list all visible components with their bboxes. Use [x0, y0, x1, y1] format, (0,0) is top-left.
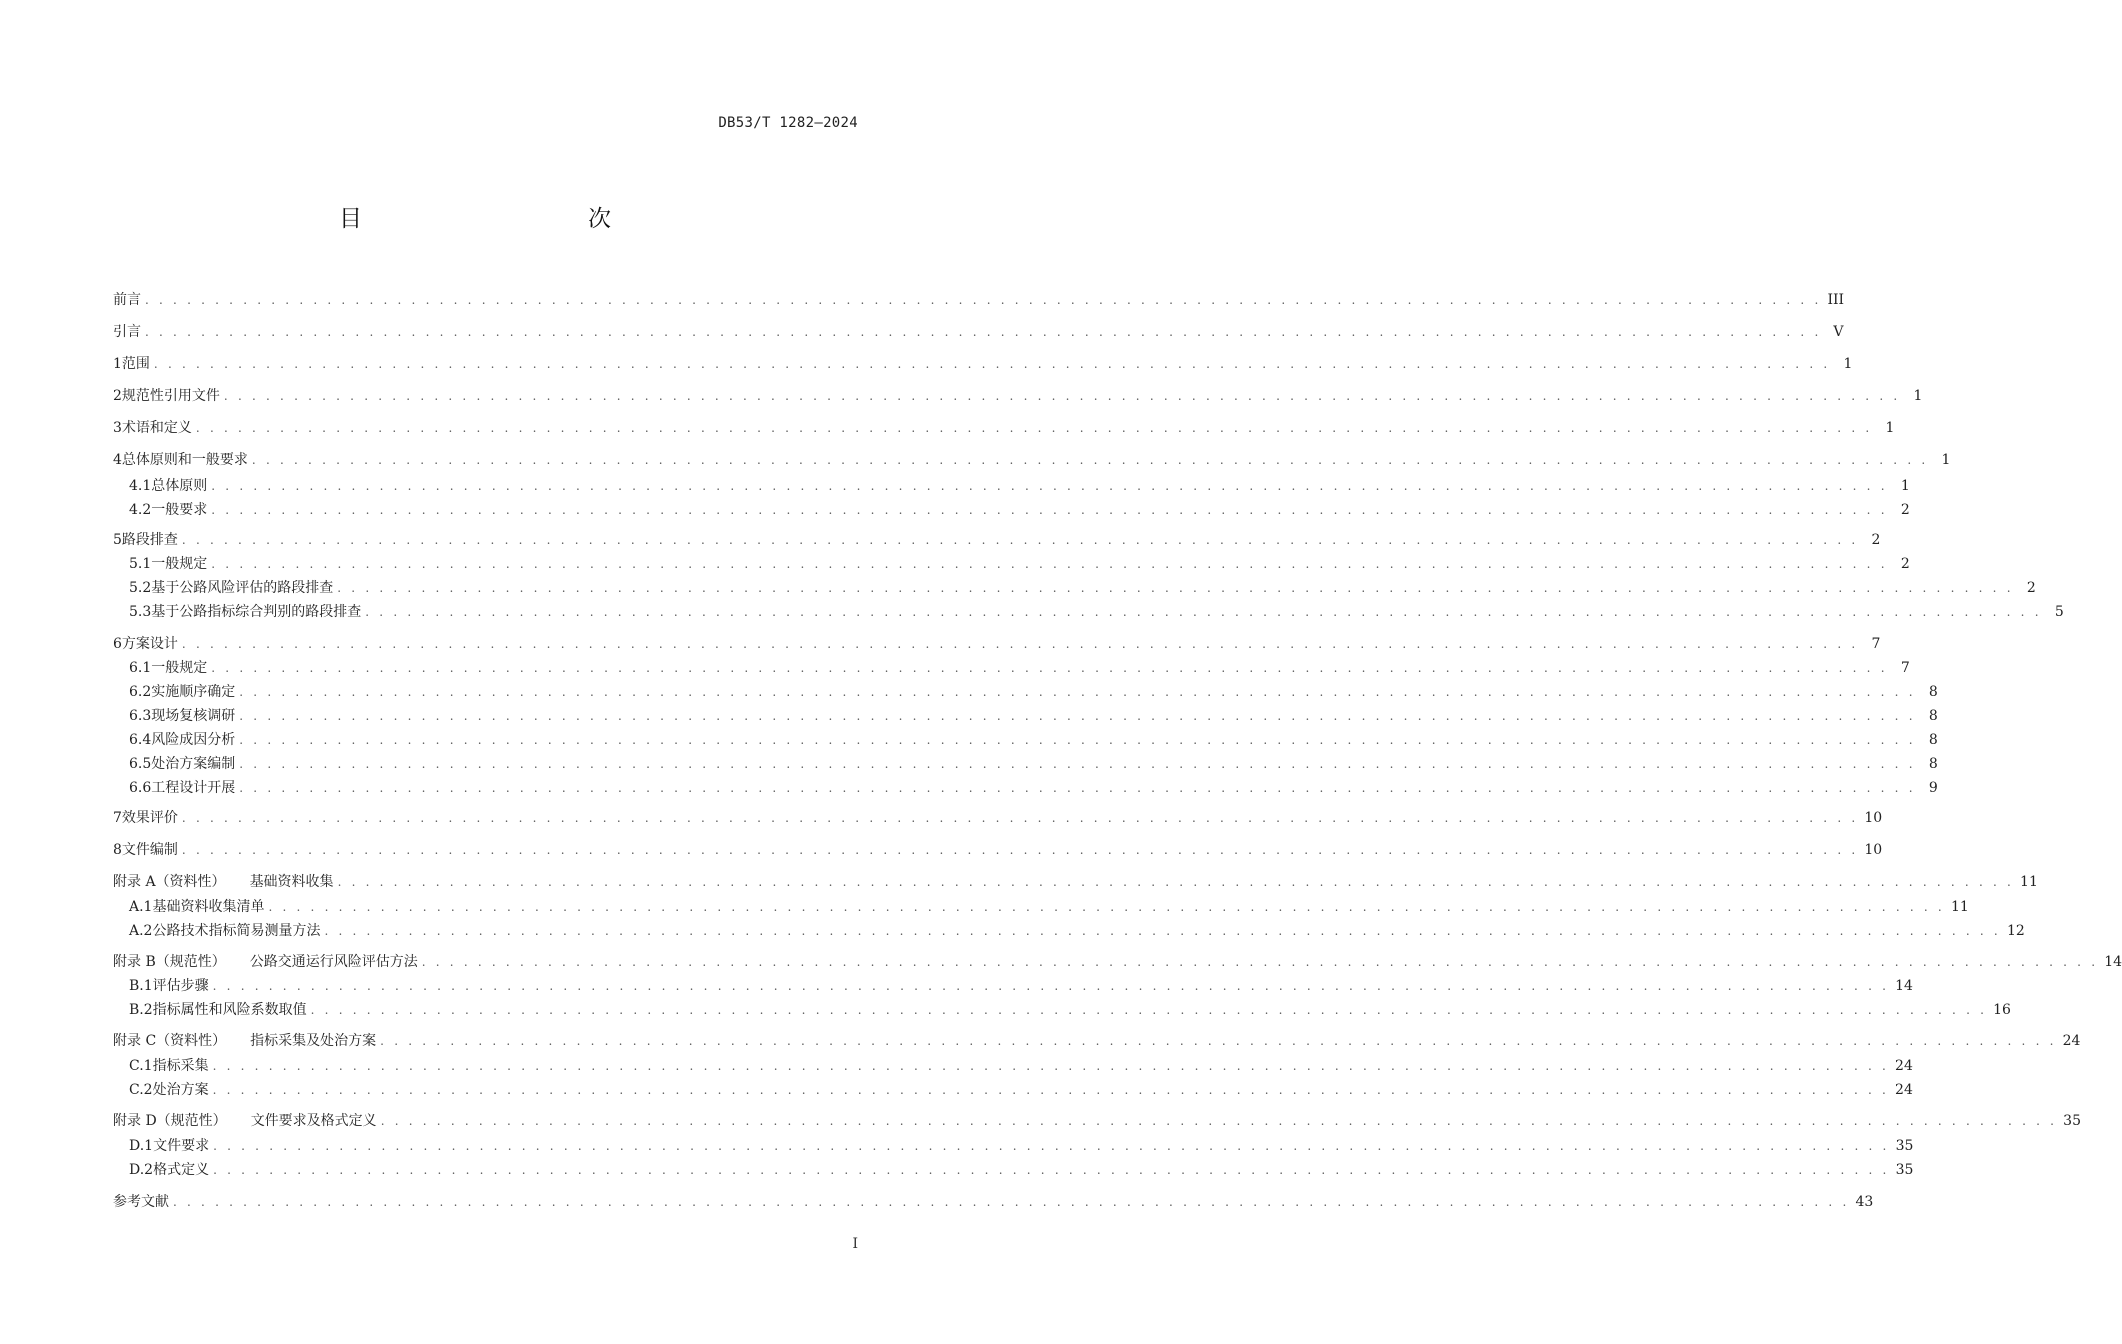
- toc-entry[interactable]: [113, 807, 1883, 829]
- toc-entry[interactable]: [113, 633, 1881, 655]
- toc-entry-title: 指标采集: [152, 1058, 209, 1074]
- toc-entry-number: A.1: [129, 899, 153, 915]
- toc-entry-page: 2: [1900, 556, 1910, 572]
- toc-entry-page: 1: [1885, 420, 1895, 436]
- toc-entry-title: 处治方案: [152, 1082, 209, 1098]
- toc-entry-page: 1: [1843, 356, 1853, 372]
- toc-entry-page: 10: [1864, 842, 1883, 858]
- toc-entry-page: 10: [1864, 810, 1883, 826]
- toc-entry-title: 方案设计: [121, 636, 178, 652]
- toc-entry-title: 风险成因分析: [151, 732, 236, 748]
- toc-entry-number: 4.1: [129, 478, 152, 494]
- toc-entry-title: 现场复核调研: [151, 708, 236, 724]
- toc-entry-page: 43: [1855, 1194, 1874, 1210]
- toc-entry-title: 基于公路指标综合判别的路段排查: [151, 604, 362, 620]
- toc-entry-page: 12: [2006, 923, 2025, 939]
- toc-entry-title: 格式定义: [153, 1162, 210, 1178]
- toc-dot-leader: . . . . . . . . . . . . . . . . . . . . . . . . . . . . . . . . . . . . . . . . . . . . . . . . . . . . . . . . . . . . . . . . . . . . . . . . . . . . . . . . . . . . . . . . . . . . . . . . . . . . . . . . . . . . . . . . . . . . . . . .: [213, 1139, 1890, 1153]
- toc-dot-leader: . . . . . . . . . . . . . . . . . . . . . . . . . . . . . . . . . . . . . . . . . . . . . . . . . . . . . . . . . . . . . . . . . . . . . . . . . . . . . . . . . . . . . . . . . . . . . . . . . . . . . . . . . . . . . . . . . . . . . . . .: [181, 533, 1859, 547]
- toc-entry-page: 16: [1993, 1002, 2011, 1018]
- toc-entry-title: 一般要求: [151, 502, 208, 518]
- toc-entry-number: 附录 B（规范性）: [113, 954, 226, 970]
- toc-entry-number: 附录 D（规范性）: [113, 1113, 227, 1129]
- toc-entry-title: 指标属性和风险系数取值: [152, 1002, 307, 1018]
- toc-entry-page: III: [1827, 292, 1845, 308]
- toc-entry[interactable]: [129, 601, 2064, 623]
- toc-entry[interactable]: [129, 753, 1938, 775]
- toc-dot-leader: . . . . . . . . . . . . . . . . . . . . . . . . . . . . . . . . . . . . . . . . . . . . . . . . . . . . . . . . . . . . . . . . . . . . . . . . . . . . . . . . . . . . . . . . . . . . . . . . . . . . . . . . . . . . . . . . . . . . . . . .: [223, 389, 1901, 403]
- toc-dot-leader: . . . . . . . . . . . . . . . . . . . . . . . . . . . . . . . . . . . . . . . . . . . . . . . . . . . . . . . . . . . . . . . . . . . . . . . . . . . . . . . . . . . . . . . . . . . . . . . . . . . . . . . . . . . . . . . . . . . . . . . .: [365, 605, 2042, 619]
- toc-entry-title: 文件编制: [121, 842, 178, 858]
- toc-dot-leader: . . . . . . . . . . . . . . . . . . . . . . . . . . . . . . . . . . . . . . . . . . . . . . . . . . . . . . . . . . . . . . . . . . . . . . . . . . . . . . . . . . . . . . . . . . . . . . . . . . . . . . . . . . . . . . . . . . . . . . . .: [239, 685, 1916, 699]
- toc-dot-leader: . . . . . . . . . . . . . . . . . . . . . . . . . . . . . . . . . . . . . . . . . . . . . . . . . . . . . . . . . . . . . . . . . . . . . . . . . . . . . . . . . . . . . . . . . . . . . . . . . . . . . . . . . . . . . . . . . . . . . . . .: [239, 757, 1916, 771]
- toc-dot-leader: . . . . . . . . . . . . . . . . . . . . . . . . . . . . . . . . . . . . . . . . . . . . . . . . . . . . . . . . . . . . . . . . . . . . . . . . . . . . . . . . . . . . . . . . . . . . . . . . . . . . . . . . . . . . . . . . . . . . . . . .: [212, 979, 1890, 993]
- toc-entry-title: 范围: [121, 356, 150, 372]
- toc-entry-title: 基础资料收集清单: [152, 899, 265, 915]
- toc-entry-number: 6.3: [129, 708, 152, 724]
- toc-dot-leader: . . . . . . . . . . . . . . . . . . . . . . . . . . . . . . . . . . . . . . . . . . . . . . . . . . . . . . . . . . . . . . . . . . . . . . . . . . . . . . . . . . . . . . . . . . . . . . . . . . . . . . . . . . . . . . . . . . . . . . . .: [211, 557, 1888, 571]
- toc-entry-number: 8: [113, 842, 122, 858]
- toc-entry[interactable]: [129, 657, 1910, 679]
- toc-entry-number: 5.3: [129, 604, 152, 620]
- toc-dot-leader: . . . . . . . . . . . . . . . . . . . . . . . . . . . . . . . . . . . . . . . . . . . . . . . . . . . . . . . . . . . . . . . . . . . . . . . . . . . . . . . . . . . . . . . . . . . . . . . . . . . . . . . . . . . . . . . . . . . . . . . .: [211, 479, 1888, 493]
- toc-entry[interactable]: [129, 777, 1938, 799]
- toc-entry-title: 总体原则和一般要求: [121, 452, 248, 468]
- toc-entry-page: 8: [1928, 708, 1938, 724]
- toc-entry[interactable]: [113, 417, 1895, 439]
- standard-code: DB53/T 1282—2024: [718, 115, 858, 131]
- toc-entry-title: 公路技术指标简易测量方法: [152, 923, 321, 939]
- toc-entry[interactable]: [113, 529, 1881, 551]
- toc-entry-page: 24: [2062, 1033, 2081, 1049]
- toc-entry-title: 工程设计开展: [151, 780, 236, 796]
- toc-entry-title: 文件要求及格式定义: [250, 1113, 377, 1129]
- toc-entry[interactable]: [129, 553, 1910, 575]
- toc-entry-number: 5.2: [129, 580, 152, 596]
- toc-entry[interactable]: [113, 321, 1844, 343]
- toc-entry-page: 1: [1913, 388, 1923, 404]
- toc-dot-leader: . . . . . . . . . . . . . . . . . . . . . . . . . . . . . . . . . . . . . . . . . . . . . . . . . . . . . . . . . . . . . . . . . . . . . . . . . . . . . . . . . . . . . . . . . . . . . . . . . . . . . . . . . . . . . . . . . . . . . . . .: [195, 421, 1873, 435]
- toc-dot-leader: . . . . . . . . . . . . . . . . . . . . . . . . . . . . . . . . . . . . . . . . . . . . . . . . . . . . . . . . . . . . . . . . . . . . . . . . . . . . . . . . . . . . . . . . . . . . . . . . . . . . . . . . . . . . . . . . . . . . . . . .: [337, 581, 2014, 595]
- toc-dot-leader: . . . . . . . . . . . . . . . . . . . . . . . . . . . . . . . . . . . . . . . . . . . . . . . . . . . . . . . . . . . . . . . . . . . . . . . . . . . . . . . . . . . . . . . . . . . . . . . . . . . . . . . . . . . . . . . . . . . . . . . .: [211, 661, 1888, 675]
- toc-entry-number: C.2: [129, 1082, 153, 1098]
- toc-entry-title: 路段排查: [121, 532, 178, 548]
- toc-entry[interactable]: [129, 896, 1969, 918]
- toc-dot-leader: . . . . . . . . . . . . . . . . . . . . . . . . . . . . . . . . . . . . . . . . . . . . . . . . . . . . . . . . . . . . . . . . . . . . . . . . . . . . . . . . . . . . . . . . . . . . . . . . . . . . . . . . . . . . . . . . . . . . . . . .: [380, 1034, 2057, 1048]
- toc-entry[interactable]: [129, 920, 2025, 942]
- toc-entry-page: 35: [1895, 1138, 1914, 1154]
- toc-entry-page: 8: [1928, 756, 1938, 772]
- toc-entry-number: D.1: [129, 1138, 154, 1154]
- toc-dot-leader: . . . . . . . . . . . . . . . . . . . . . . . . . . . . . . . . . . . . . . . . . . . . . . . . . . . . . . . . . . . . . . . . . . . . . . . . . . . . . . . . . . . . . . . . . . . . . . . . . . . . . . . . . . . . . . . . . . . . . . . .: [153, 357, 1831, 371]
- toc-dot-leader: . . . . . . . . . . . . . . . . . . . . . . . . . . . . . . . . . . . . . . . . . . . . . . . . . . . . . . . . . . . . . . . . . . . . . . . . . . . . . . . . . . . . . . . . . . . . . . . . . . . . . . . . . . . . . . . . . . . . . . . .: [239, 709, 1916, 723]
- toc-dot-leader: . . . . . . . . . . . . . . . . . . . . . . . . . . . . . . . . . . . . . . . . . . . . . . . . . . . . . . . . . . . . . . . . . . . . . . . . . . . . . . . . . . . . . . . . . . . . . . . . . . . . . . . . . . . . . . . . . . . . . . . .: [421, 955, 2099, 969]
- toc-entry[interactable]: [129, 1159, 1914, 1181]
- toc-entry-page: 14: [1895, 978, 1913, 994]
- toc-entry-page: 35: [2063, 1113, 2081, 1129]
- toc-entry[interactable]: [129, 999, 2011, 1021]
- toc-entry[interactable]: [113, 1110, 2081, 1132]
- toc-entry[interactable]: [129, 1135, 1914, 1157]
- toc-dot-leader: . . . . . . . . . . . . . . . . . . . . . . . . . . . . . . . . . . . . . . . . . . . . . . . . . . . . . . . . . . . . . . . . . . . . . . . . . . . . . . . . . . . . . . . . . . . . . . . . . . . . . . . . . . . . . . . . . . . . . . . .: [239, 733, 1916, 747]
- toc-entry[interactable]: [129, 975, 1913, 997]
- toc-entry-title: 总体原则: [151, 478, 208, 494]
- toc-entry-page: 11: [1950, 899, 1969, 915]
- toc-dot-leader: . . . . . . . . . . . . . . . . . . . . . . . . . . . . . . . . . . . . . . . . . . . . . . . . . . . . . . . . . . . . . . . . . . . . . . . . . . . . . . . . . . . . . . . . . . . . . . . . . . . . . . . . . . . . . . . . . . . . . . . .: [145, 293, 1822, 307]
- toc-entry-title: 一般规定: [151, 556, 208, 572]
- toc-dot-leader: . . . . . . . . . . . . . . . . . . . . . . . . . . . . . . . . . . . . . . . . . . . . . . . . . . . . . . . . . . . . . . . . . . . . . . . . . . . . . . . . . . . . . . . . . . . . . . . . . . . . . . . . . . . . . . . . . . . . . . . .: [380, 1114, 2058, 1128]
- toc-entry-number: 4.2: [129, 502, 152, 518]
- toc-entry-page: 24: [1895, 1058, 1913, 1074]
- toc-entry-page: 2: [1900, 502, 1910, 518]
- toc-entry-number: 6.5: [129, 756, 152, 772]
- toc-entry-page: 14: [2104, 954, 2122, 970]
- toc-entry-title: 公路交通运行风险评估方法: [249, 954, 418, 970]
- toc-entry[interactable]: [113, 353, 1853, 375]
- toc-entry-title: 实施顺序确定: [151, 684, 236, 700]
- toc-dot-leader: . . . . . . . . . . . . . . . . . . . . . . . . . . . . . . . . . . . . . . . . . . . . . . . . . . . . . . . . . . . . . . . . . . . . . . . . . . . . . . . . . . . . . . . . . . . . . . . . . . . . . . . . . . . . . . . . . . . . . . . .: [239, 781, 1916, 795]
- toc-dot-leader: . . . . . . . . . . . . . . . . . . . . . . . . . . . . . . . . . . . . . . . . . . . . . . . . . . . . . . . . . . . . . . . . . . . . . . . . . . . . . . . . . . . . . . . . . . . . . . . . . . . . . . . . . . . . . . . . . . . . . . . .: [337, 875, 2015, 889]
- toc-entry[interactable]: [113, 1191, 1874, 1213]
- toc-dot-leader: . . . . . . . . . . . . . . . . . . . . . . . . . . . . . . . . . . . . . . . . . . . . . . . . . . . . . . . . . . . . . . . . . . . . . . . . . . . . . . . . . . . . . . . . . . . . . . . . . . . . . . . . . . . . . . . . . . . . . . . .: [310, 1003, 1988, 1017]
- page-title: 目 次: [339, 206, 671, 232]
- toc-dot-leader: . . . . . . . . . . . . . . . . . . . . . . . . . . . . . . . . . . . . . . . . . . . . . . . . . . . . . . . . . . . . . . . . . . . . . . . . . . . . . . . . . . . . . . . . . . . . . . . . . . . . . . . . . . . . . . . . . . . . . . . .: [211, 503, 1888, 517]
- toc-entry[interactable]: [129, 475, 1910, 497]
- toc-entry-title: 规范性引用文件: [121, 388, 220, 404]
- toc-entry-number: 4: [113, 452, 122, 468]
- toc-dot-leader: . . . . . . . . . . . . . . . . . . . . . . . . . . . . . . . . . . . . . . . . . . . . . . . . . . . . . . . . . . . . . . . . . . . . . . . . . . . . . . . . . . . . . . . . . . . . . . . . . . . . . . . . . . . . . . . . . . . . . . . .: [268, 900, 1945, 914]
- toc-entry[interactable]: [113, 871, 2038, 893]
- toc-entry[interactable]: [129, 729, 1938, 751]
- toc-entry[interactable]: [129, 1079, 1913, 1101]
- toc-entry[interactable]: [113, 839, 1883, 861]
- toc-entry-page: 8: [1928, 732, 1938, 748]
- toc-entry[interactable]: [129, 577, 2036, 599]
- toc-entry-number: 3: [113, 420, 122, 436]
- page-number: I: [852, 1236, 858, 1252]
- toc-entry-title: 文件要求: [153, 1138, 210, 1154]
- toc-entry-title: 引言: [113, 324, 141, 340]
- toc-entry[interactable]: [129, 499, 1910, 521]
- toc-entry-number: 2: [113, 388, 122, 404]
- toc-dot-leader: . . . . . . . . . . . . . . . . . . . . . . . . . . . . . . . . . . . . . . . . . . . . . . . . . . . . . . . . . . . . . . . . . . . . . . . . . . . . . . . . . . . . . . . . . . . . . . . . . . . . . . . . . . . . . . . . . . . . . . . .: [213, 1163, 1890, 1177]
- toc-entry-page: 1: [1941, 452, 1951, 468]
- toc-entry[interactable]: [113, 385, 1923, 407]
- toc-entry-number: 5: [113, 532, 122, 548]
- toc-entry-title: 参考文献: [113, 1194, 169, 1210]
- toc-entry-number: 5.1: [129, 556, 152, 572]
- toc-entry-number: 6.6: [129, 780, 152, 796]
- toc-dot-leader: . . . . . . . . . . . . . . . . . . . . . . . . . . . . . . . . . . . . . . . . . . . . . . . . . . . . . . . . . . . . . . . . . . . . . . . . . . . . . . . . . . . . . . . . . . . . . . . . . . . . . . . . . . . . . . . . . . . . . . . .: [181, 843, 1859, 857]
- toc-entry-page: V: [1833, 324, 1844, 340]
- toc-dot-leader: . . . . . . . . . . . . . . . . . . . . . . . . . . . . . . . . . . . . . . . . . . . . . . . . . . . . . . . . . . . . . . . . . . . . . . . . . . . . . . . . . . . . . . . . . . . . . . . . . . . . . . . . . . . . . . . . . . . . . . . .: [181, 637, 1859, 651]
- toc-entry-title: 一般规定: [151, 660, 208, 676]
- toc-entry-page: 1: [1900, 478, 1910, 494]
- toc-dot-leader: . . . . . . . . . . . . . . . . . . . . . . . . . . . . . . . . . . . . . . . . . . . . . . . . . . . . . . . . . . . . . . . . . . . . . . . . . . . . . . . . . . . . . . . . . . . . . . . . . . . . . . . . . . . . . . . . . . . . . . . .: [173, 1195, 1850, 1209]
- toc-entry-title: 评估步骤: [152, 978, 209, 994]
- toc-entry-number: 附录 A（资料性）: [113, 874, 226, 890]
- toc-dot-leader: . . . . . . . . . . . . . . . . . . . . . . . . . . . . . . . . . . . . . . . . . . . . . . . . . . . . . . . . . . . . . . . . . . . . . . . . . . . . . . . . . . . . . . . . . . . . . . . . . . . . . . . . . . . . . . . . . . . . . . . .: [181, 811, 1859, 825]
- toc-entry-title: 术语和定义: [121, 420, 192, 436]
- toc-entry[interactable]: [113, 1030, 2081, 1052]
- toc-entry[interactable]: [129, 705, 1938, 727]
- toc-dot-leader: . . . . . . . . . . . . . . . . . . . . . . . . . . . . . . . . . . . . . . . . . . . . . . . . . . . . . . . . . . . . . . . . . . . . . . . . . . . . . . . . . . . . . . . . . . . . . . . . . . . . . . . . . . . . . . . . . . . . . . . .: [324, 924, 2001, 938]
- toc-entry-page: 24: [1895, 1082, 1913, 1098]
- toc-dot-leader: . . . . . . . . . . . . . . . . . . . . . . . . . . . . . . . . . . . . . . . . . . . . . . . . . . . . . . . . . . . . . . . . . . . . . . . . . . . . . . . . . . . . . . . . . . . . . . . . . . . . . . . . . . . . . . . . . . . . . . . .: [212, 1059, 1890, 1073]
- toc-entry-number: C.1: [129, 1058, 153, 1074]
- toc-entry-title: 前言: [113, 292, 141, 308]
- toc-entry-page: 7: [1900, 660, 1910, 676]
- toc-entry-number: 1: [113, 356, 122, 372]
- toc-entry[interactable]: [129, 681, 1938, 703]
- toc-entry-page: 8: [1928, 684, 1938, 700]
- toc-entry-number: 6.1: [129, 660, 152, 676]
- toc-entry-number: 6: [113, 636, 122, 652]
- toc-entry-number: 附录 C（资料性）: [113, 1033, 227, 1049]
- toc-entry-title: 基础资料收集: [249, 874, 334, 890]
- toc-entry-page: 5: [2054, 604, 2064, 620]
- toc-entry-title: 基于公路风险评估的路段排查: [151, 580, 334, 596]
- toc-entry-page: 7: [1871, 636, 1881, 652]
- toc-entry-number: B.2: [129, 1002, 153, 1018]
- toc-entry-page: 2: [2026, 580, 2036, 596]
- toc-dot-leader: . . . . . . . . . . . . . . . . . . . . . . . . . . . . . . . . . . . . . . . . . . . . . . . . . . . . . . . . . . . . . . . . . . . . . . . . . . . . . . . . . . . . . . . . . . . . . . . . . . . . . . . . . . . . . . . . . . . . . . . .: [212, 1083, 1890, 1097]
- toc-entry-page: 35: [1895, 1162, 1914, 1178]
- toc-entry-number: B.1: [129, 978, 153, 994]
- toc-dot-leader: . . . . . . . . . . . . . . . . . . . . . . . . . . . . . . . . . . . . . . . . . . . . . . . . . . . . . . . . . . . . . . . . . . . . . . . . . . . . . . . . . . . . . . . . . . . . . . . . . . . . . . . . . . . . . . . . . . . . . . . .: [145, 325, 1822, 339]
- toc-entry[interactable]: [129, 1055, 1913, 1077]
- toc-entry-number: 6.2: [129, 684, 152, 700]
- toc-entry-number: A.2: [129, 923, 153, 939]
- toc-entry[interactable]: [113, 289, 1845, 311]
- toc-entry-number: 6.4: [129, 732, 152, 748]
- toc-entry-number: D.2: [129, 1162, 154, 1178]
- toc-entry-title: 指标采集及处治方案: [250, 1033, 377, 1049]
- toc-entry[interactable]: [113, 449, 1951, 471]
- toc-entry-page: 9: [1928, 780, 1938, 796]
- toc-entry[interactable]: [113, 951, 2122, 973]
- toc-entry-page: 11: [2020, 874, 2038, 890]
- toc-entry-number: 7: [113, 810, 122, 826]
- toc-entry-page: 2: [1871, 532, 1881, 548]
- toc-entry-title: 效果评价: [121, 810, 178, 826]
- toc-dot-leader: . . . . . . . . . . . . . . . . . . . . . . . . . . . . . . . . . . . . . . . . . . . . . . . . . . . . . . . . . . . . . . . . . . . . . . . . . . . . . . . . . . . . . . . . . . . . . . . . . . . . . . . . . . . . . . . . . . . . . . . .: [251, 453, 1929, 467]
- toc-entry-title: 处治方案编制: [151, 756, 236, 772]
